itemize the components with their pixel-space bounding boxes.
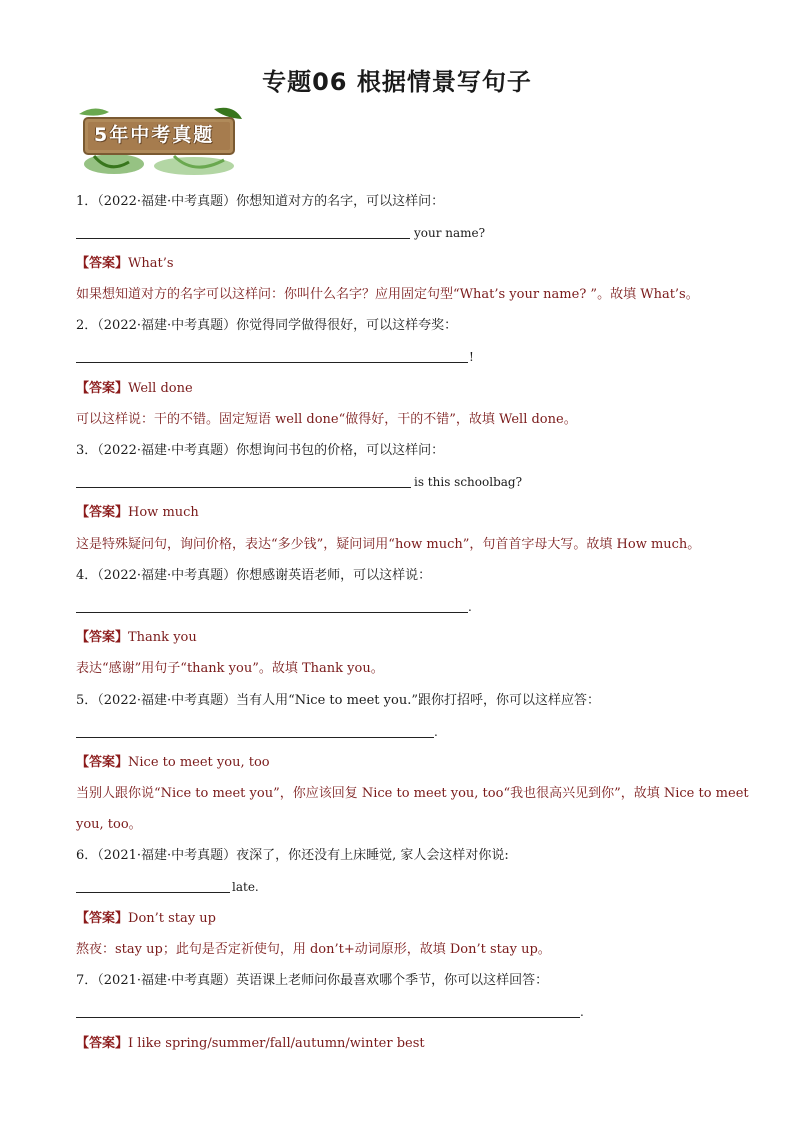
- answer-blank-2: [76, 362, 468, 363]
- answer-tag: 【答案】: [76, 381, 129, 396]
- answer-text: I like spring/summer/fall/autumn/winter best: [128, 1036, 425, 1051]
- answer-tag: 【答案】: [76, 630, 129, 645]
- question-1: 1．（2022·福建·中考真题）你想知道对方的名字，可以这样问：: [76, 194, 445, 209]
- answer-text: Thank you: [128, 630, 197, 645]
- answer-text: Don’t stay up: [128, 911, 216, 926]
- badge-label: 5年中考真题: [94, 124, 215, 146]
- answer-blank-5: [76, 737, 434, 738]
- answer-text: Nice to meet you, too: [128, 755, 270, 770]
- explanation-6: 熬夜：stay up；此句是否定祈使句，用 don’t+动词原形，故填 Don’t stay up。: [76, 942, 551, 957]
- answer-2: [76, 381, 193, 397]
- blank-suffix-6: late.: [232, 880, 259, 894]
- answer-tag: 【答案】: [76, 256, 129, 271]
- question-7: 7．（2021·福建·中考真题）英语课上老师问你最喜欢哪个季节，你可以这样回答：: [76, 973, 549, 988]
- blank-suffix-5: .: [434, 725, 438, 739]
- answer-text: What’s: [128, 256, 174, 271]
- blank-suffix-2: !: [469, 350, 474, 364]
- answer-3: [76, 505, 199, 521]
- question-3: 3．（2022·福建·中考真题）你想询问书包的价格，可以这样问：: [76, 443, 445, 458]
- answer-blank-1: [76, 238, 410, 239]
- blank-suffix-3: is this schoolbag?: [414, 475, 523, 489]
- answer-text: Well done: [128, 381, 193, 396]
- explanation-4: 表达“感谢”用句子“thank you”。故填 Thank you。: [76, 661, 384, 676]
- page-title: 专题06 根据情景写句子: [262, 68, 532, 96]
- answer-blank-6: [76, 892, 230, 893]
- answer-blank-4: [76, 612, 468, 613]
- answer-blank-7: [76, 1017, 580, 1018]
- question-2: 2．（2022·福建·中考真题）你觉得同学做得很好，可以这样夸奖：: [76, 318, 458, 333]
- explanation-3: 这是特殊疑问句，询问价格，表达“多少钱”，疑问词用“how much”，句首首字母大写。故填 How much。: [76, 537, 701, 552]
- blank-suffix-4: .: [468, 600, 472, 614]
- explanation-5-line-1: 当别人跟你说“Nice to meet you”，你应该回复 Nice to meet you, too“我也很高兴见到你”，故填 Nice to meet: [76, 786, 749, 801]
- answer-1: [76, 256, 174, 272]
- section-badge: [74, 104, 244, 178]
- explanation-1: 如果想知道对方的名字可以这样问：你叫什么名字？应用固定句型“What’s your name? ”。故填 What’s。: [76, 287, 699, 302]
- answer-blank-3: [76, 487, 411, 488]
- answer-4: [76, 630, 197, 646]
- answer-tag: 【答案】: [76, 1036, 129, 1051]
- answer-6: [76, 911, 216, 927]
- question-6: 6．（2021·福建·中考真题）夜深了，你还没有上床睡觉, 家人会这样对你说:: [76, 848, 509, 863]
- answer-tag: 【答案】: [76, 755, 129, 770]
- question-4: 4．（2022·福建·中考真题）你想感谢英语老师，可以这样说：: [76, 568, 432, 583]
- question-5: 5．（2022·福建·中考真题）当有人用“Nice to meet you.”跟你打招呼，你可以这样应答：: [76, 693, 600, 708]
- answer-tag: 【答案】: [76, 911, 129, 926]
- answer-5: [76, 755, 270, 771]
- explanation-2: 可以这样说：干的不错。固定短语 well done“做得好，干的不错”，故填 Well done。: [76, 412, 577, 427]
- blank-suffix-7: .: [580, 1005, 584, 1019]
- answer-tag: 【答案】: [76, 505, 129, 520]
- answer-text: How much: [128, 505, 199, 520]
- explanation-5-line-2: you, too。: [76, 817, 142, 832]
- answer-7: [76, 1036, 425, 1052]
- blank-suffix-1: your name?: [414, 226, 486, 240]
